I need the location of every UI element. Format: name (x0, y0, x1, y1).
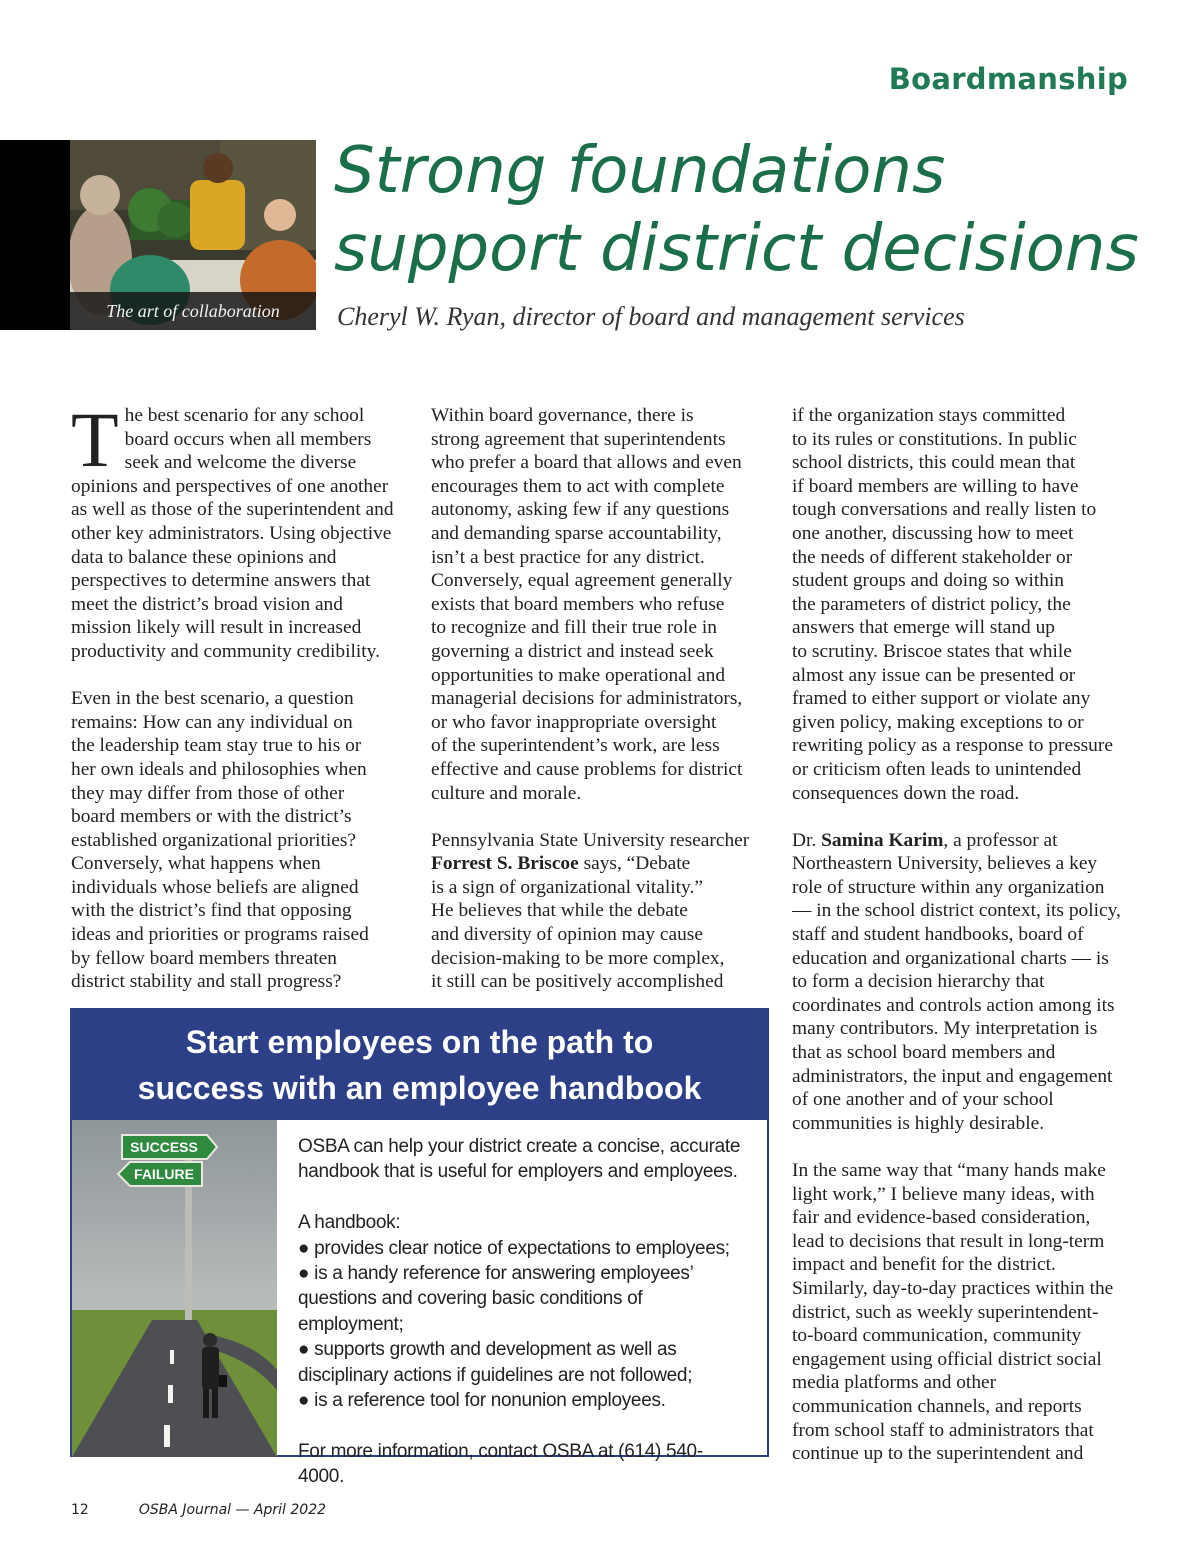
page-number: 12 (71, 1502, 89, 1518)
column-2 (431, 404, 776, 1017)
crossroads-illustration (72, 1120, 277, 1457)
paragraph (792, 829, 1137, 1136)
journal-issue: OSBA Journal — April 2022 (138, 1502, 327, 1518)
person-name: Forrest S. Briscoe (431, 853, 579, 875)
ad-contact: For more information, contact OSBA at (614) 540-4000. (298, 1440, 703, 1488)
paragraph (71, 396, 405, 664)
paragraph: Within board governance, there is strong agreement that superintendents who prefer a board that allows and even encourages them to act with complete autonomy, asking few if any questions and demanding sparse accountability, isn’t a best practice for any district. Conversely, equal agreement generally exists that board members who refuse to recognize and fill their true role in governing a district and instead seek opportunities to make operational and managerial decisions for administrators, or who favor inappropriate oversight of the superintendent’s work, are less effective and cause problems for district culture and morale. (431, 405, 743, 804)
ad-body (298, 1134, 748, 1490)
paragraph: if the organization stays committed to its rules or constitutions. In public school districts, this could mean that if board members are willing to have tough conversations and really listen to one another, discussing how to meet the needs of different stakeholder or student groups and doing so within the parameters of district policy, the answers that emerge will stand up to scrutiny. Briscoe states that while almost any issue can be presented or framed to either support or violate any given policy, making exceptions to or rewriting policy as a response to pressure or criticism often leads to unintended consequences down the road. (792, 405, 1113, 804)
paragraph-text: , a professor at Northeastern University, believes a key role of structure within any organization — in the school district context, its policy, staff and student handbooks, board of education and organizational charts — is to form a decision hierarchy that coordinates and controls action among its many contributors. My interpretation is that as school board members and administrators, the input and engagement of one another and of your school communities is highly desirable. (792, 829, 1121, 1134)
ad-bullet: ● supports growth and development as well as disciplinary actions if guidelines are not followed; (298, 1339, 693, 1386)
photo-caption: The art of collaboration (70, 292, 316, 330)
sign-failure: FAILURE (134, 1166, 194, 1182)
person-name: Samina Karim (821, 829, 944, 851)
paragraph: In the same way that “many hands make light work,” I believe many ideas, with fair and evidence-based consideration, lead to decisions that result in long-term impact and benefit for the district. Similarly, day-to-day practices within the district, such as weekly superintendent- to-board communication, community engagement using official district social media platforms and other communication channels, and reports from school staff to administrators that continue up to the superintendent and (792, 1160, 1114, 1465)
ad-illustration (72, 1120, 277, 1457)
paragraph-text: Pennsylvania State University researcher (431, 829, 750, 851)
ad-intro: OSBA can help your district create a concise, accurate handbook that is useful for employers and employees. (298, 1136, 741, 1183)
ad-bullet: ● is a handy reference for answering employees’ questions and covering basic conditions of employment; (298, 1263, 694, 1335)
ad-headline-line-2: success with an employee handbook (137, 1070, 702, 1106)
ad-list-title: A handbook: (298, 1212, 401, 1234)
paragraph: Even in the best scenario, a question remains: How can any individual on the leadership team stay true to his or her own ideals and philosophies when they may differ from those of other board members or with the district’s established organizational priorities? Conversely, what happens when individuals whose beliefs are aligned with the district’s find that opposing ideas and priorities or programs raised by fellow board members threaten district stability and stall progress? (71, 688, 369, 993)
title-line-2: support district decisions (334, 212, 1139, 286)
collaboration-photo (70, 140, 316, 330)
drop-cap: T (71, 396, 119, 483)
byline: Cheryl W. Ryan, director of board and management services (337, 302, 965, 331)
ad-bullet: ● provides clear notice of expectations to employees; (298, 1237, 730, 1259)
decorative-bar (0, 140, 70, 330)
column-1 (71, 396, 405, 1017)
article-title (334, 132, 1174, 288)
paragraph-text: he best scenario for any school board occurs when all members seek and welcome the diverse opinions and perspectives of one another as well as those of the superintendent and other key administrators. Using objective data to balance these opinions and perspectives to determine answers that meet the district’s broad vision and mission likely will result in increased productivity and community credibility. (71, 405, 394, 662)
ad-headline (72, 1010, 767, 1120)
paragraph-text: Dr. (792, 829, 822, 851)
sign-success: SUCCESS (130, 1139, 198, 1155)
column-3 (792, 404, 1137, 1489)
ad-bullet: ● is a reference tool for nonunion employees. (298, 1390, 666, 1412)
title-line-1: Strong foundations (334, 134, 946, 208)
section-label: Boardmanship (888, 62, 1128, 96)
paragraph (431, 829, 776, 994)
handbook-ad (70, 1008, 769, 1488)
paragraph-text: says, “Debate is a sign of organizational vitality.” He believes that while the debate and diversity of opinion may cause decision-making to be more complex, it still can be positively accomplished (431, 853, 725, 993)
ad-headline-line-1: Start employees on the path to (185, 1024, 654, 1060)
page-footer (71, 1502, 326, 1518)
